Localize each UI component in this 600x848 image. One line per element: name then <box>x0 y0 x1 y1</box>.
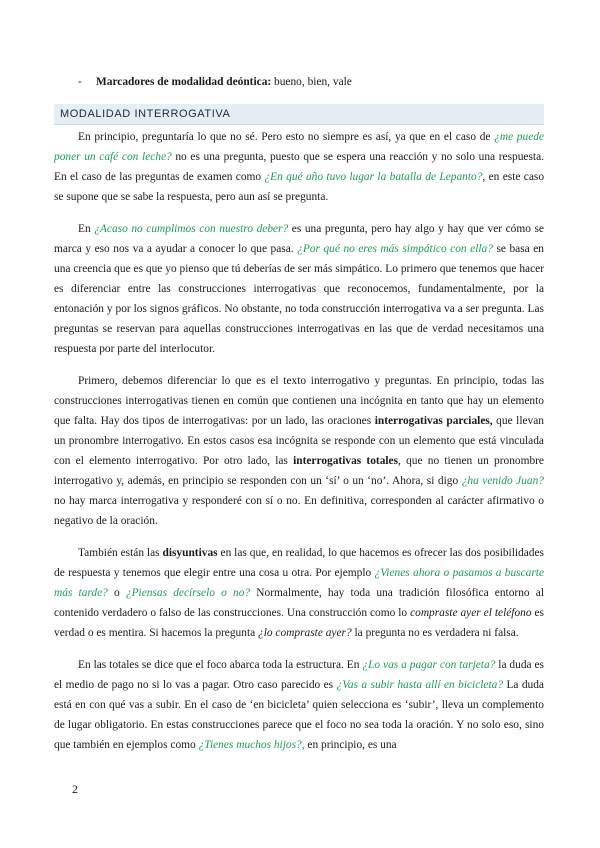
text-run: en las que, en realidad, lo que hacemos es ofrecer las dos posibilidades de respuesta y tenemos que elegir entre una cosa u otra. Por ejemplo <box>54 547 544 579</box>
paragraph-1 <box>54 127 544 207</box>
example-phrase: ¿En qué año tuvo lugar la batalla de Lepanto? <box>264 171 483 183</box>
bullet-text: bueno, bien, vale <box>271 76 352 88</box>
bullet-label: Marcadores de modalidad deóntica: <box>96 76 272 88</box>
text-run: También están las <box>78 547 163 559</box>
text-run: En <box>78 223 95 235</box>
paragraph-3 <box>54 371 544 531</box>
bullet-dash: - <box>78 76 82 88</box>
text-run: en principio, es una <box>304 739 397 751</box>
example-phrase: ¿Acaso no cumplimos con nuestro deber? <box>94 223 289 235</box>
text-run: no hay marca interrogativa y responderé con sí o no. En definitiva, corresponden al carácter afirmativo o negativo de la oración. <box>54 495 544 527</box>
example-phrase: ¿me puede poner un café con leche? <box>54 131 545 163</box>
example-phrase: ¿Tienes muchos hijos?, <box>198 739 305 751</box>
text-run: la pregunta no es verdadera ni falsa. <box>351 627 519 639</box>
example-phrase: ¿Piensas decírselo o no? <box>125 587 251 599</box>
text-run: Normalmente, hay toda una tradición filosófica entorno al contenido verdadero o falso de las construcciones. Una construcción como lo <box>54 587 544 619</box>
example-phrase: ¿Por qué no eres más simpático con ella? <box>297 243 493 255</box>
paragraph-4 <box>54 543 544 643</box>
text-run: no es una pregunta, puesto que se espera una reacción y no solo una respuesta. En el caso de las preguntas de examen como <box>54 151 544 183</box>
text-run: La duda está en con qué vas a subir. En el caso de ‘en bicicleta’ quien selecciona es ‘subir’, lleva un complemento de lugar obligatorio. En estas construcciones parece que el foco no sea toda la oración. Y no solo eso, sino que también en ejemplos como <box>54 679 544 751</box>
text-run: la duda es el medio de pago no si lo vas a pagar. Otro caso parecido es <box>54 659 544 691</box>
page-number: 2 <box>72 782 78 796</box>
example-phrase: ¿ha venido Juan? <box>461 475 545 487</box>
text-run: es verdad o es mentira. Si hacemos la pregunta <box>54 607 544 639</box>
text-run: es una pregunta, pero hay algo y hay que ver cómo se marca y eso nos va a ayudar a conocer lo que pasa. <box>54 223 544 255</box>
text-run: En principio, preguntaría lo que no sé. Pero esto no siempre es así, ya que en el caso de <box>78 131 495 143</box>
italic-phrase: compraste ayer el teléfono <box>410 607 532 619</box>
text-run: , en este caso se supone que se sabe la respuesta, pero aun así se pregunta. <box>54 171 545 203</box>
section-heading: MODALIDAD INTERROGATIVA <box>54 104 544 125</box>
paragraph-2 <box>54 219 544 359</box>
example-phrase: ¿Lo vas a pagar con tarjeta? <box>362 659 496 671</box>
text-run: Primero, debemos diferenciar lo que es el texto interrogativo y preguntas. En principio, todas las construcciones interrogativas tienen en común que contienen una incógnita en tanto que hay un elemento que falta. Hay dos tipos de interrogativas: por un lado, las oraciones <box>54 375 544 427</box>
bold-term: interrogativas totales <box>293 455 399 467</box>
italic-phrase: ¿lo compraste ayer? <box>258 627 352 639</box>
bold-term: interrogativas parciales, <box>374 415 493 427</box>
bullet-item <box>78 72 544 92</box>
example-phrase: ¿Vienes ahora o pasamos a buscarte más tarde? <box>54 567 544 599</box>
text-run: se basa en una creencia que es que yo pienso que tú deberías de ser más simpático. Lo primero que tenemos que hacer es diferenciar entre las construcciones interrogativas que reconocemos, fundamentalmente, por la entonación y por los signos gráficos. No obstante, no toda construcción interrogativa va a ser pregunta. Las preguntas se reservan para aquellas construcciones interrogativas en las que de verdad necesitamos una respuesta por parte del interlocutor. <box>54 243 544 355</box>
example-phrase: ¿Vas a subir hasta allí en bicicleta? <box>336 679 504 691</box>
text-run: que llevan un pronombre interrogativo. En estos casos esa incógnita se responde con un elemento que está vinculada con el elemento interrogativo. Por otro lado, las <box>54 415 544 467</box>
text-run: o <box>107 587 126 599</box>
bold-term: disyuntivas <box>162 547 218 559</box>
text-run: , que no tienen un pronombre interrogativo y, además, en principio se responden con un ‘sí’ o un ‘no’. Ahora, si digo <box>54 455 544 487</box>
paragraph-5 <box>54 655 544 755</box>
page-content <box>54 72 544 767</box>
text-run: En las totales se dice que el foco abarca toda la estructura. En <box>78 659 363 671</box>
